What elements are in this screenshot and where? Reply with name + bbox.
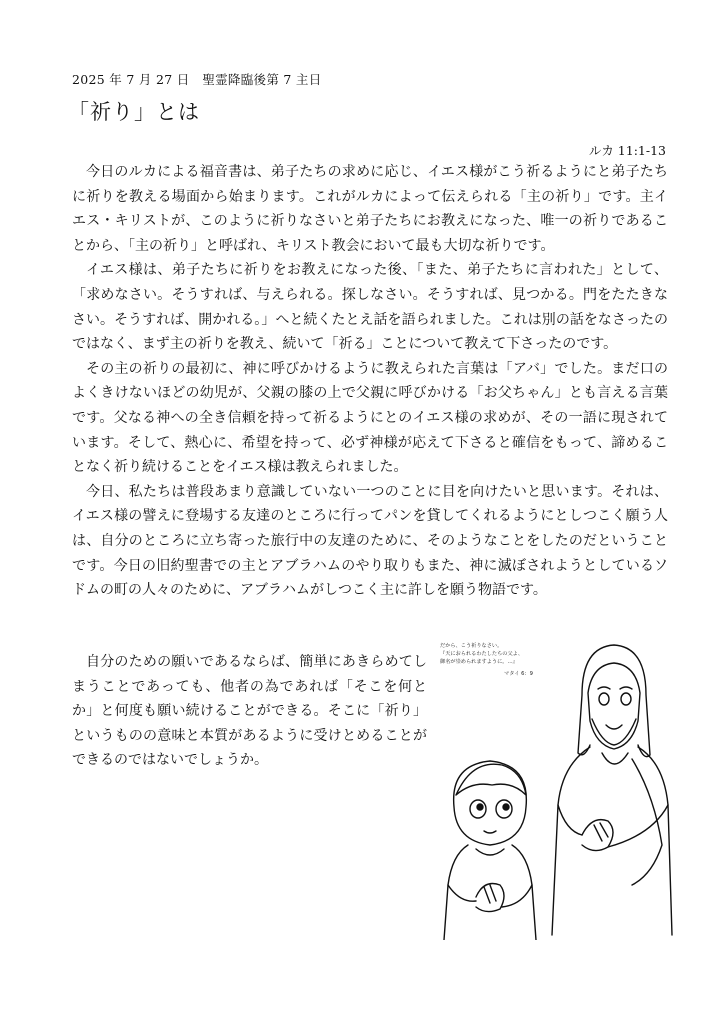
sermon-body [72, 160, 668, 603]
sermon-date: 2025 年 7 月 27 日 聖霊降臨後第 7 主日 [72, 72, 322, 87]
jesus-and-child-illustration [432, 635, 682, 940]
page-title: 「祈り」とは [68, 100, 200, 124]
caption-line-3: 御名が崇められますように。…』 [440, 659, 518, 665]
caption-line-4: マタイ 6：9 [504, 671, 533, 677]
paragraph-4: 今日、私たちは普段あまり意識していない一つのことに目を向けたいと思います。それは、イエス様の譬えに登場する友達のところに行ってパンを貸してくれるようにとしつこく願う人は、自分のところに立ち寄った旅行中の友達のために、そのようなことをしたのだということです。今日の旧約聖書での主とアブラハムのやり取りもまた、神に滅ぼされようとしているソドムの町の人々のために、アブラハムがしつこく主に許しを願う物語です。 [72, 483, 668, 599]
paragraph-1: 今日のルカによる福音書は、弟子たちの求めに応じ、イエス様がこう祈るようにと弟子たちに祈りを教える場面から始まります。これがルカによって伝えられる「主の祈り」です。主イエス・キリストが、このように祈りなさいと弟子たちにお教えになった、唯一の祈りであることから、「主の祈り」と呼ばれ、キリスト教会において最も大切な祈りです。 [72, 164, 668, 254]
paragraph-2: イエス様は、弟子たちに祈りをお教えになった後、「また、弟子たちに言われた」として、「求めなさい。そうすれば、与えられる。探しなさい。そうすれば、見つかる。門をたたきなさい。そうすれば、開かれる。」へと続くたとえ話を語られました。これは別の話をなさったのではなく、まず主の祈りを教え、続いて「祈る」ことについて教えて下さったのです。 [72, 262, 668, 353]
paragraph-3: その主の祈りの最初に、神に呼びかけるように教えられた言葉は「アバ」でした。まだ口のよくきけないほどの幼児が、父親の膝の上で父親に呼びかける「お父ちゃん」とも言える言葉です。父なる神への全き信頼を持って祈るようにとのイエス様の求めが、その一語に現されています。そして、熱心に、希望を持って、必ず神様が応えて下さると確信をもって、諦めることなく祈り続けることをイエス様は教えられました。 [72, 360, 668, 476]
paragraph-5: 自分のための願いであるならば、簡単にあきらめてしまうことであっても、他者の為であれば「そこを何とか」と何度も願い続けることができる。そこに「祈り」というものの意味と本質があるように受けとめることができるのではないでしょうか。 [72, 654, 427, 769]
caption-line-2: 『天におられるわたしたちの父よ、 [440, 651, 524, 657]
caption-line-1: だから、こう祈りなさい。 [440, 643, 503, 649]
scripture-reference: ルカ 11:1-13 [588, 143, 666, 158]
sermon-closing [72, 650, 427, 773]
